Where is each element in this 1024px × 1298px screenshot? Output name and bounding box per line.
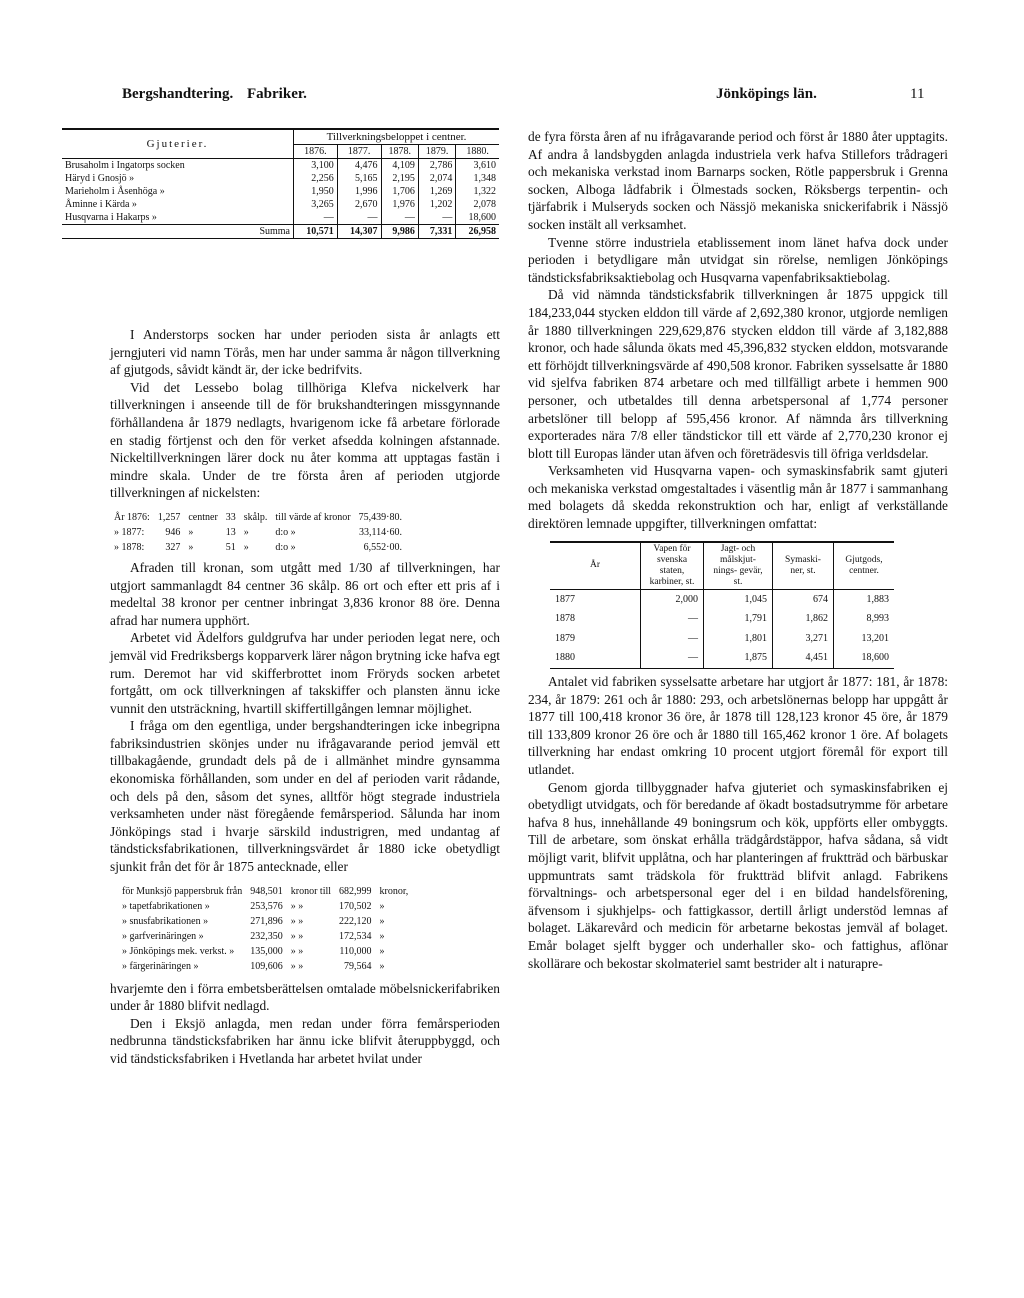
value-cell: 2,195: [381, 172, 418, 185]
nickel-cell: d:o »: [275, 541, 296, 553]
nickel-table: [110, 510, 406, 555]
right-column: [528, 128, 948, 972]
value-cell: 1,950: [294, 185, 338, 198]
fabrik-cell: » snusfabrikationen »: [122, 915, 209, 927]
value-cell: 1,791: [704, 609, 773, 629]
header-section-1: Bergshandtering.: [122, 86, 234, 102]
nickel-cell: 946: [165, 526, 181, 538]
year-header: 1879.: [418, 145, 455, 159]
paragraph: Vid det Lessebo bolag tillhöriga Klefva nickelverk har tillverkningen i anseende till de för brukshandteringen missgynnande förhållandena år 1879 nedlagts, hvarigenom icke få arbetare förlorade en stadig förtjenst och den för verket afsedda kolningen afstannade. Nickeltillverkningen lärer dock nu åter komma att upptagas fastän i mindre skala. Under de tre första åren af perioden utgjorde tillverkningen af nickelsten:: [110, 379, 500, 501]
table-row: [62, 211, 499, 225]
value-cell: 3,271: [773, 629, 834, 649]
fabrik-cell: 170,502: [339, 900, 372, 912]
value-cell: 1,883: [834, 589, 895, 609]
value-cell: 3,265: [294, 198, 338, 211]
fabrik-cell: 271,896: [250, 915, 283, 927]
year-cell: 1879: [555, 632, 575, 644]
fabrik-cell: 222,120: [339, 915, 372, 927]
value-cell: 3,610: [456, 159, 499, 173]
value-cell: 2,670: [337, 198, 381, 211]
value-cell: 18,600: [456, 211, 499, 225]
value-cell: 1,862: [773, 609, 834, 629]
fabrik-cell: 79,564: [344, 960, 372, 972]
nickel-cell: 327: [165, 541, 181, 553]
left-column: [110, 326, 500, 1068]
fabrik-cell: »: [379, 945, 385, 957]
fabrik-cell: »: [379, 930, 385, 942]
total-row: [62, 225, 499, 239]
value-cell: 2,256: [294, 172, 338, 185]
value-cell: 1,801: [704, 629, 773, 649]
total-label: Summa: [62, 225, 294, 239]
fabrik-cell: 110,000: [339, 945, 372, 957]
nickel-cell: 1,257: [157, 511, 181, 523]
nickel-cell: till värde af kronor: [275, 511, 351, 523]
value-cell: 674: [773, 589, 834, 609]
fabrik-cell: 682,999: [339, 885, 372, 897]
year-cell: 1877: [555, 593, 575, 605]
header-section-2: Fabriker.: [247, 86, 307, 102]
year-header: 1876.: [294, 145, 338, 159]
value-cell: —: [641, 629, 704, 649]
paragraph: de fyra första åren af nu ifrågavarande period och först år 1880 åter upptagits. Af andra å landsbygden anlagda industriela verk hafva Stillefors trådragerі och mekaniska verkstad inom Barnarps socken, Rötle pappersbruk i Grenna socken, Alboga lådfabrik i Ölmestads socken, Röksbergs terpentin- och tjärfabrik i Mulseryds socken och Nässjö mekaniska snickerifabrik i Nässjö socken instält all verksamhet.: [528, 129, 948, 232]
table-row: [110, 540, 406, 555]
table-row: [550, 589, 894, 609]
group-header: Tillverkningsbeloppet i centner.: [294, 129, 500, 145]
fabrik-cell: 135,000: [250, 945, 283, 957]
total-cell: 10,571: [294, 225, 338, 239]
value-cell: —: [641, 648, 704, 668]
paragraph: Genom gjorda tillbyggnader hafva gjuteriet och symaskinsfabriken ej obetydligt utvidgats, och för beredande af ökadt bostadsutrymme för arbetare hafva 8 hus, innehållande 49 boningsrum och kök, uppförts eller ombyggts. Till de arbetare, som önskat erhålla trädgårdstäppor, hafva sådana, så vidt möjligt varit, blifvit upplåtna, och har planteringen af fruktträd och bärbuskar uppmuntrats samt trädskola för fruktträd blifvit anlagd. Fabrikens förvaltnings- och arbetspersonal eger del i en bildad handelsförening, äfvensom i sjukhjelps- och fattigkassor, dertill årligt understöd lemnas af bolaget. Läkarevård och medicin för arbetarne bekostas jemväl af bolaget. Emår bolaget sjelft bygger och underhaller sko- och fattighus, aflönar skollärare och bekostar skolmateriel samt bestrider alt i naturapre-: [528, 779, 948, 971]
nickel-cell: » 1878:: [114, 541, 145, 553]
fabrik-cell: för Munksjö pappersbruk från: [122, 885, 243, 897]
fabrik-cell: 172,534: [339, 930, 372, 942]
nickel-cell: »: [188, 541, 194, 553]
works-name: Husqvarna i Hakarps »: [65, 212, 157, 223]
value-cell: 1,976: [381, 198, 418, 211]
value-cell: 1,348: [456, 172, 499, 185]
value-cell: 8,993: [834, 609, 895, 629]
table-row: [550, 648, 894, 668]
works-name: Brusaholm i Ingatorps socken: [65, 160, 185, 171]
nickel-cell: centner: [188, 511, 218, 523]
fabrik-cell: » »: [290, 945, 304, 957]
value-cell: 1,875: [704, 648, 773, 668]
table-row: [118, 899, 412, 914]
value-cell: —: [294, 211, 338, 225]
value-cell: 2,074: [418, 172, 455, 185]
table-row: [110, 510, 406, 525]
value-cell: 4,451: [773, 648, 834, 668]
value-cell: 1,706: [381, 185, 418, 198]
fabrik-cell: 253,576: [250, 900, 283, 912]
nickel-cell: 51: [225, 541, 236, 553]
husq-header: Jagt- och målskjut- nings- gevär, st.: [704, 542, 773, 590]
husq-header: Gjutgods, centner.: [834, 542, 895, 590]
table-row: [62, 185, 499, 198]
paragraph: Arbetet vid Ädelfors guldgrufva har under perioden legat nere, och jemväl vid Fredriksbergs kopparverk lärer någon brytning icke hafva egt rum. Deremot har vid skifferbrottet inom Fröryds socken arbetet fortgått, om ock tillverkningen af takskiffer och plansten ännu icke vunnit den utsträckning, hvartill skiffertillgången lemnar möjlighet.: [110, 630, 500, 716]
table-row: [62, 198, 499, 211]
fabrik-cell: 232,350: [250, 930, 283, 942]
husq-header: Symaski- ner, st.: [773, 542, 834, 590]
paragraph: Verksamheten vid Husqvarna vapen- och symaskinsfabrik samt gjuteri och mekaniska verkstad omgestaltades i väsentlig mån år 1877 i sammanhang med bolagets då skedda rekonstruktion och har, enligt af verkställande direktören lemnade uppgifter, tillverkningen omfattat:: [528, 463, 948, 532]
nickel-cell: d:o »: [275, 526, 296, 538]
paragraph: Tvenne större industriela etablissement inom länet hafva dock under perioden i betydligare mån utvidgat sin rörelse, nemligen Jönköpings tändsticksfabriksaktiebolag och Husqvarna vapenfabriksaktiebolag.: [528, 234, 948, 285]
value-cell: 1,202: [418, 198, 455, 211]
value-cell: —: [641, 609, 704, 629]
value-cell: —: [418, 211, 455, 225]
table-row: [62, 159, 499, 173]
nickel-cell: 33: [225, 511, 236, 523]
year-cell: 1880: [555, 652, 575, 664]
table-row: [118, 929, 412, 944]
fabrik-cell: 109,606: [250, 960, 283, 972]
year-header: 1877.: [337, 145, 381, 159]
fabrik-cell: » »: [290, 930, 304, 942]
husq-header: År: [550, 542, 641, 590]
nickel-cell: »: [243, 541, 249, 553]
year-header: 1878.: [381, 145, 418, 159]
total-cell: 9,986: [381, 225, 418, 239]
nickel-cell: 33,114·60.: [359, 526, 402, 538]
fabrik-cell: 948,501: [250, 885, 283, 897]
table-row: [110, 525, 406, 540]
fabrik-cell: » färgerinäringen »: [122, 960, 199, 972]
fabrik-cell: » tapetfabrikationen »: [122, 900, 210, 912]
value-cell: 2,000: [641, 589, 704, 609]
paragraph: hvarjemte den i förra embetsberättelsen omtalade möbelsnickerifabriken under år 1880 blifvit nedlagd.: [110, 980, 500, 1014]
value-cell: 13,201: [834, 629, 895, 649]
total-cell: 14,307: [337, 225, 381, 239]
fabrik-cell: » Jönköpings mek. verkst. »: [122, 945, 235, 957]
value-cell: 3,100: [294, 159, 338, 173]
paragraph: Då vid nämnda tändsticksfabrik tillverkningen år 1875 uppgick till 184,233,044 stycken elddon till värde af 2,692,380 kronor, utgjorde nemligen år 1880 tillverkningen 229,629,876 stycken elddon till värde af 3,182,888 kronor, och hade sålunda ökats med 45,396,832 stycken elddon, motsvarande ett förhöjdt tillverkningsvärde af 490,508 kronor. Fabriken sysselsatte år 1880 vid sjelfva fabriken 874 arbetare och med tillfälligt arbete i hemmen 900 personer, och utbetaldes till denna arbetspersonal af 1,774 personer arbetslöner till belopp af 595,456 kronor. Af nämnda års tillverkning exporterades nära 7/8 eller tändstickor till ett värde af 2,770,230 kronor ej blott till Europas länder utan äfven och företrädesvis till öfriga verldsdelar.: [528, 287, 948, 461]
paragraph: I Anderstorps socken har under perioden sista år anlagts ett jerngjuteri vid namn Törås, men har under samma år någon tillverkning af gjutgods, såvidt kändt är, der icke bedrifvits.: [110, 327, 500, 378]
gjuterier-label-header: Gjuterier.: [62, 129, 294, 159]
fabrik-cell: » »: [290, 900, 304, 912]
header-left: [122, 86, 307, 103]
value-cell: 1,996: [337, 185, 381, 198]
table-row: [118, 959, 412, 974]
gjuterier-table: [62, 128, 499, 239]
nickel-cell: skålp.: [243, 511, 268, 523]
fabrik-cell: »: [379, 915, 385, 927]
value-cell: 1,269: [418, 185, 455, 198]
value-cell: 4,476: [337, 159, 381, 173]
total-cell: 26,958: [456, 225, 499, 239]
table-row: [118, 884, 412, 899]
value-cell: 1,322: [456, 185, 499, 198]
nickel-cell: År 1876:: [114, 511, 150, 523]
husq-header: Vapen för svenska staten, karbiner, st.: [641, 542, 704, 590]
husqvarna-table: [550, 541, 894, 669]
works-name: Marieholm i Åsenhöga »: [65, 186, 165, 197]
paragraph: Afraden till kronan, som utgått med 1/30 af tillverkningen, har utgjort sammanlagdt 84 centner 36 skålp. 86 ort och efter ett pris af i medeltal 38 kronor per centner inbringat 3,836 kronor 88 öre. Denna afrad har numera upphört.: [110, 559, 500, 628]
page-number: 11: [910, 86, 925, 102]
nickel-cell: 13: [225, 526, 236, 538]
total-cell: 7,331: [418, 225, 455, 239]
value-cell: 2,078: [456, 198, 499, 211]
value-cell: —: [337, 211, 381, 225]
year-cell: 1878: [555, 613, 575, 625]
nickel-cell: »: [243, 526, 249, 538]
works-name: Åminne i Kärda »: [65, 199, 137, 210]
table-row: [550, 609, 894, 629]
value-cell: 2,786: [418, 159, 455, 173]
value-cell: 5,165: [337, 172, 381, 185]
fabrik-cell: » »: [290, 960, 304, 972]
paragraph: Antalet vid fabriken sysselsatte arbetare har utgjort år 1877: 181, år 1878: 234, år 1879: 261 och år 1880: 293, och arbetslönernas belopp har uppgått år 1877 till 100,418 kronor 36 öre, år 1878 till 128,123 kronor 45 öre, år 1879 till 133,809 kronor 26 öre och år 1880 till 165,462 kronor 1 öre. Af bolagets tillverkning har endast omkring 10 procent utgjort föremål för export till utlandet.: [528, 674, 948, 777]
header-right: Jönköpings län.: [716, 86, 817, 102]
value-cell: 4,109: [381, 159, 418, 173]
nickel-cell: 75,439·80.: [358, 511, 402, 523]
fabrik-cell: » »: [290, 915, 304, 927]
nickel-cell: » 1877:: [114, 526, 145, 538]
year-header: 1880.: [456, 145, 499, 159]
fabrik-cell: kronor,: [379, 885, 409, 897]
nickel-cell: 6,552·00.: [363, 541, 402, 553]
works-name: Häryd i Gnosjö »: [65, 173, 135, 184]
table-row: [62, 172, 499, 185]
fabrik-cell: »: [379, 900, 385, 912]
fabrik-cell: kronor till: [290, 885, 332, 897]
paragraph: I fråga om den egentliga, under bergshandteringen icke inbegripna fabriksindustrien skönjes under nu ifrågavarande period jemväl ett tillbakagående, grundadt dels på de i allmänhet mindre gynsamma ekonomiska förhållanden, som under en del af perioden varit rådande, och dels på den, såsom det synes, alltför högt stegrade industriela verksamheten under näst föregående femårsperiod. Sålunda har inom Jönköpings stad i hvarje särskild industrigren, med undantag af tändsticksfabrikationen, tillverkningsvärdet år 1880 icke obetydligt sjunkit från det för år 1875 antecknade, eller: [110, 718, 500, 875]
table-row: [118, 914, 412, 929]
fabriker-table: [118, 884, 412, 974]
nickel-cell: »: [188, 526, 194, 538]
value-cell: —: [381, 211, 418, 225]
fabrik-cell: »: [379, 960, 385, 972]
fabrik-cell: » garfverinäringen »: [122, 930, 204, 942]
table-row: [118, 944, 412, 959]
paragraph: Den i Eksjö anlagda, men redan under förra femårsperioden nedbrunna tändsticksfabriken har ännu icke blifvit återuppbyggd, och vid tändsticksfabriken i Hvetlanda har arbetet hvilat under: [110, 1015, 500, 1066]
table-row: [550, 629, 894, 649]
value-cell: 1,045: [704, 589, 773, 609]
value-cell: 18,600: [834, 648, 895, 668]
